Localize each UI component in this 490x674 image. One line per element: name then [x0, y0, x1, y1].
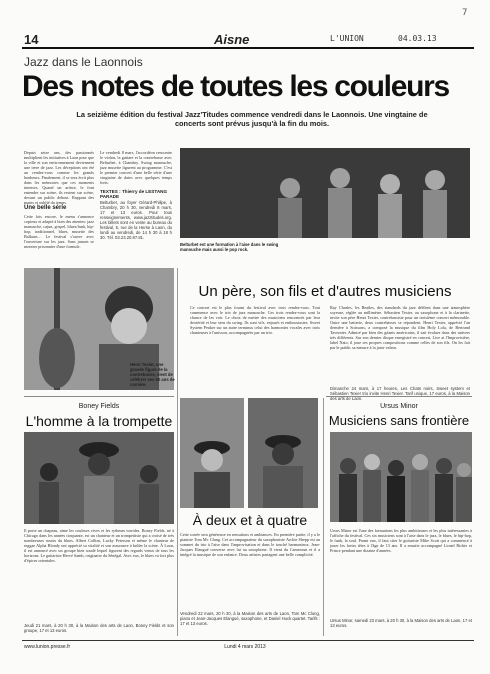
- story3-text: Il porte un chapeau, aime les couleurs vives et les rythmes torrides. Boney Fields, né à Chicago dans les années cinquante, est un chanteur et un trompettiste qui a croisé de très nombreuses routes du blues. Albert Collins, Lucky Peterson et même le chanteur de reggae Alpha Blondy ont apprécié sa vitalité et son assurance à brûler la scène. À Laon, il est annoncé avec un groupe bien soudé lequel figurent des regards venus de tous les horizons. Le guitariste Hervé Samb, originaire du Sénégal. Avec eux, le blues va fort plus d'épices orientales.: [24, 528, 174, 563]
- story2-col-b: Ray Charles, les Beatles, des standards du jazz défilent dans une atmosphère soyeuse, réglée au millimètre. Sébastien Texier, au saxophone et à la clarinette, invite son père Henri Texier, contrebassiste pour un troisième concert mémorable. Outre une batterie, deux contrebasses se répondent. Henri Texier, apprécié l'an dernière à Soissons, a composé la musique du film Holy Lola, de Bertrand Tavernier. Admiré par bien des géants américains, il sait évoluer dans des univers très différents. Sur son dernier disque enregistré en concert, Live at l'Improvisière, label Nato, il joue ses propres compositions comme celles de son fils. On les fait par le public sa mesure à la juste valeur.: [330, 305, 470, 350]
- rule-story5: [326, 396, 472, 397]
- story3-headline: L'homme à la trompette: [25, 413, 173, 429]
- story2-headline: Un père, son fils et d'autres musiciens: [198, 283, 452, 300]
- photo-belturbet-caption: Belturbet est une formation à l'aise dans le swing manouche mais aussi le pop rock.: [180, 242, 279, 252]
- photo-jean-jacques-elangue-image: [248, 398, 318, 508]
- photo-jean-jacques-elangue: [248, 398, 318, 508]
- handwritten-mark: 7: [462, 8, 468, 18]
- header-rule: [22, 47, 474, 49]
- main-lede: La seizième édition du festival Jazz'Titudes commence vendredi dans le Laonnois. Une vingtaine de concerts sont prévus jusqu'à la fin du mois.: [76, 110, 428, 128]
- story5-headline: Musiciens sans frontière: [328, 413, 470, 428]
- photo-belturbet-image: [180, 148, 470, 238]
- footer-rule: [22, 640, 474, 641]
- story5-kicker: Ursus Minor: [380, 403, 418, 410]
- main-headline: Des notes de toutes les couleurs: [22, 70, 449, 103]
- story4-info: Vendredi 22 mars, 20 h 30, à la Maison des arts de Laon, Tom Mc Clung, piano et Jean-Jacques Elangué, saxophone, et Daniel Huck quartet. Tarifs : 17 et 13 euros.: [180, 611, 320, 626]
- story5-info: Ursus Minor, samedi 23 mars, à 20 h 30, à la Maison des arts de Laon, 17 et 13 euros.: [330, 618, 472, 628]
- handwritten-source: L'UNION: [330, 34, 364, 43]
- main-col2-text: Le vendredi 8 mars, l'accordéon rencontre le violon, la guitare et la contrebasse avec Belturbet, à Chambry. Swing manouche, jazz musette figurent au programme. C'est le premier concert d'une belle série d'une vingtaine de dates avec quelques temps forts.: [100, 150, 172, 185]
- photo-ursus-minor: [330, 432, 472, 522]
- story5-text: Ursus Minor est l'une des formations les plus ambitieuses et les plus intéressantes à l'affiche du festival. Ces six musiciens sont à l'aise dans le jazz, le blues, le hip-hop, le funk, la soul. Parmi eux, il faut citer le guitariste Mike Scott qui a commencé à jouer les fortes têtes à l'âge de 13 ans. Il a ensuite accompagné Lionel Richie et Prince pendant une dizaine d'années.: [330, 528, 472, 553]
- main-info: Belturbet, au foyer Gérard-Philipe, à Chambry, 20 h 30, vendredi 8 mars, 17 et 13 euros. Pour tous renseignements, www.jazztitudes.org. Les billets sont en vente au bureau du festival, 5, rue de la Herse à Laon, du lundi au vendredi, de 14 h 30 à 18 h 30. Tél. 03.23.20.87.81.: [100, 200, 172, 240]
- divider-left: [177, 268, 178, 636]
- photo-henri-texier-caption: Henri Texier, une grande figure de la contrebasse, vient de célébrer ses 50 ans de carrière.: [130, 362, 175, 387]
- page-number: 14: [24, 32, 39, 47]
- rule-story3: [24, 396, 174, 397]
- main-col1-text: Depuis seize ans, des passionnés multiplient les initiatives à Laon pour que la ville et son environnement deviennent une terre de jazz. Les déceptions ont été au rendez-vous comme les grands bonheurs. Finalement, il se sera écrit plus dans les mémoires que ces moments intenses. Quand un artiste, le font entendre sur scène, ils restent sur scène, devant un public debout. Rappant des mains et oublié du temps.: [24, 150, 95, 205]
- story4-text: Cette soirée sera généreuse en sensations et ambiances. En première partie, il y a le pianiste Tom Mc Clung. Cet accompagnateur du saxophoniste Archie Shepp est au sommet du trio à l'aise dans l'improvisation et dans le touché harmonieux. Jean-Jacques Elangué converse avec lui au saxophone. Il vient du Cameroun et il a intégré la musique de son enfance. Deux artistes partagent une belle complicité.: [180, 532, 320, 557]
- photo-boney-fields: [24, 432, 174, 524]
- story3-info: Jeudi 21 mars, à 20 h 30, à la Maison des arts de Laon, Boney Fields et son groupe, 17 et 13 euros.: [24, 623, 174, 633]
- main-kicker: Jazz dans le Laonnois: [24, 55, 143, 69]
- photo-tom-mcclung-image: [180, 398, 244, 508]
- story2-col-a: Ce concert est le plus fourni du festival avec trois rendez-vous. Tout commence avec le trio de jazz manouche. Ces trois rendez-vous sont la chance de les voir. Le choix de mettre des musiciens rencontrés par leur dextérité et leur sens du swing. Ils sont vifs, enjoués et enthousiastes. Sweet System Peuker sur un autre terminus celui des harmonies vocales avec trois chanteuses à l'unisson, accompagnées par un trio.: [190, 305, 320, 335]
- main-signature: TEXTES : Thierry de LESTANG PARADE: [100, 189, 168, 200]
- photo-belturbet: [180, 148, 470, 238]
- story3-kicker: Boney Fields: [78, 403, 120, 410]
- handwritten-date: 04.03.13: [398, 34, 437, 43]
- photo-ursus-minor-image: [330, 432, 472, 522]
- main-col1-text2: Cette fois encore, le menu s'annonce copieux et adapté à bien des attentes: jazz manouche, cajun, gospel, blues/funk, hip-hop, traditionnel, blues, musette des Balkans… Le festival s'ouvre avec l'ouverture sur les jazz. Sans jamais se montrer prisonnier d'une formule.: [24, 214, 95, 249]
- footer-url[interactable]: www.lunion.presse.fr: [24, 644, 71, 650]
- photo-tom-mcclung: [180, 398, 244, 508]
- main-col1-subhead: Une belle série: [24, 205, 67, 211]
- story4-headline: À deux et à quatre: [192, 512, 308, 528]
- footer-date: Lundi 4 mars 2013: [224, 644, 266, 650]
- story2-info: Dimanche 24 mars, à 17 heures, Les Chats noirs, Sweet system et Sébastien Texier trio invite Henri Texier. Tarif unique, 17 euros, à la Maison des arts de Laon.: [330, 386, 470, 401]
- divider-right: [323, 398, 324, 636]
- section-title: Aisne: [214, 32, 250, 47]
- photo-boney-fields-image: [24, 432, 174, 524]
